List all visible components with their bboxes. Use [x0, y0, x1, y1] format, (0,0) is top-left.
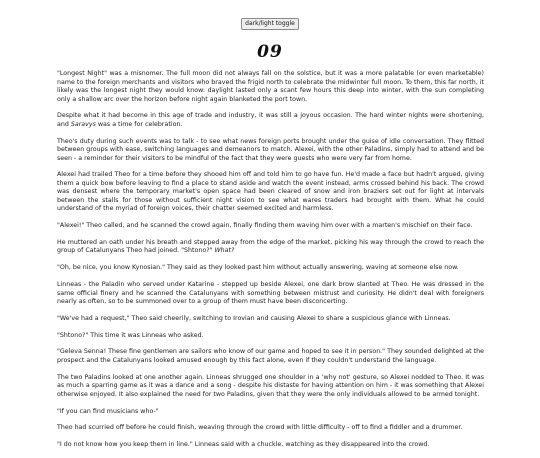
paragraph: "Geleva Senna! These fine gentlemen are sailors who know of our game and hoped to see it in person." They sounded delighted at the prospect and the Catalunyans looked amused enough by this fact alone, even if they couldn't understand the language. [57, 348, 484, 364]
italic-translation: What? [214, 247, 235, 255]
story-body [57, 70, 484, 458]
paragraph: "Shtono?" This time it was Linneas who asked. [57, 331, 204, 339]
paragraph: Theo had scurried off before he could finish, weaving through the crowd with little difficulty - off to find a fiddler and a drummer. [57, 424, 463, 432]
paragraph: Linneas - the Paladin who served under Katarine - stepped up beside Alexei, one dark brow slanted at Theo. He was dressed in the same official finery and he scanned the Catalunyans with something between mistrust and curiosity. He didn't deal with foreigners nearly as often, so to be summoned over to a group of them must have been disconcerting. [57, 281, 484, 306]
paragraph: The two Paladins looked at one another again. Linneas shrugged one shoulder in a 'why not' gesture, so Alexei nodded to Theo. It was as much a sparring game as it was a dance and a song - despite his distaste for having attention on him - it was something that Alexei otherwise enjoyed. It also explained the need for two Paladins, given that they were the only individuals allowed to be armed tonight. [57, 373, 484, 398]
paragraph: "Alexei!" Theo called, and he scanned the crowd again, finally finding them waving him over with a marten's mischief on their face. [57, 222, 473, 230]
italic-term: Saravys [70, 120, 96, 128]
paragraph: "We've had a request," Theo said cheerily, switching to Irovian and causing Alexei to share a suspicious glance with Linneas. [57, 314, 451, 322]
paragraph: Alexei had trailed Theo for a time before they shooed him off and told him to go have fun. He'd made a face but hadn't argued, giving them a quick bow before leaving to find a place to stand aside and watch the event instead, arms crossed behind his back. The crowd was densest where the temporary market's open space had been cleared of snow and iron braziers set out for light at intervals between the stalls for those without sufficient night vision to see what wares traders had brought with them. What he could understand of the myriad of foreign voices, their chatter seemed excited and harmless. [57, 171, 484, 213]
toggle-container [0, 0, 540, 27]
paragraph: "If you can find musicians who-" [57, 407, 159, 415]
dark-light-toggle-button[interactable]: dark/light toggle [241, 18, 299, 30]
paragraph: "Oh, be nice, you know Kynosian." They said as they looked past him without actually answering, waving at someone else now. [57, 264, 459, 272]
paragraph: "Longest Night" was a misnomer. The full moon did not always fall on the solstice, but it was a more palatable (or even marketable) name to the foreign merchants and visitors who braved the frigid north to celebrate the midwinter full moon. To them, this far north, it likely was the longest night they would know: daylight lasted only a scant few hours this deep into winter, with the sun completing only a shallow arc over the horizon before night again blanketed the port town. [57, 70, 484, 103]
paragraph: Theo's duty during such events was to talk - to see what news foreign ports brought under the guise of idle conversation. They flitted between groups with ease, switching languages and demeanors to match. Alexei, with the other Paladins, simply had to attend and be seen - a reminder for their visitors to be mindful of the fact that they were guests who were very far from home. [57, 137, 484, 162]
paragraph: He muttered an oath under his breath and stepped away from the edge of the market, picking his way through the crowd to reach the group of Catalunyans Theo had joined. "Shtono?" What? [57, 238, 484, 255]
chapter-number-heading: 09 [257, 42, 283, 62]
paragraph: "I do not know how you keep them in line." Linneas said with a chuckle, watching as they disappeared into the crowd. [57, 441, 430, 449]
paragraph: Despite what it had become in this age of trade and industry, it was still a joyous occasion. The hard winter nights were shortening, and Saravys was a time for celebration. [57, 112, 484, 128]
